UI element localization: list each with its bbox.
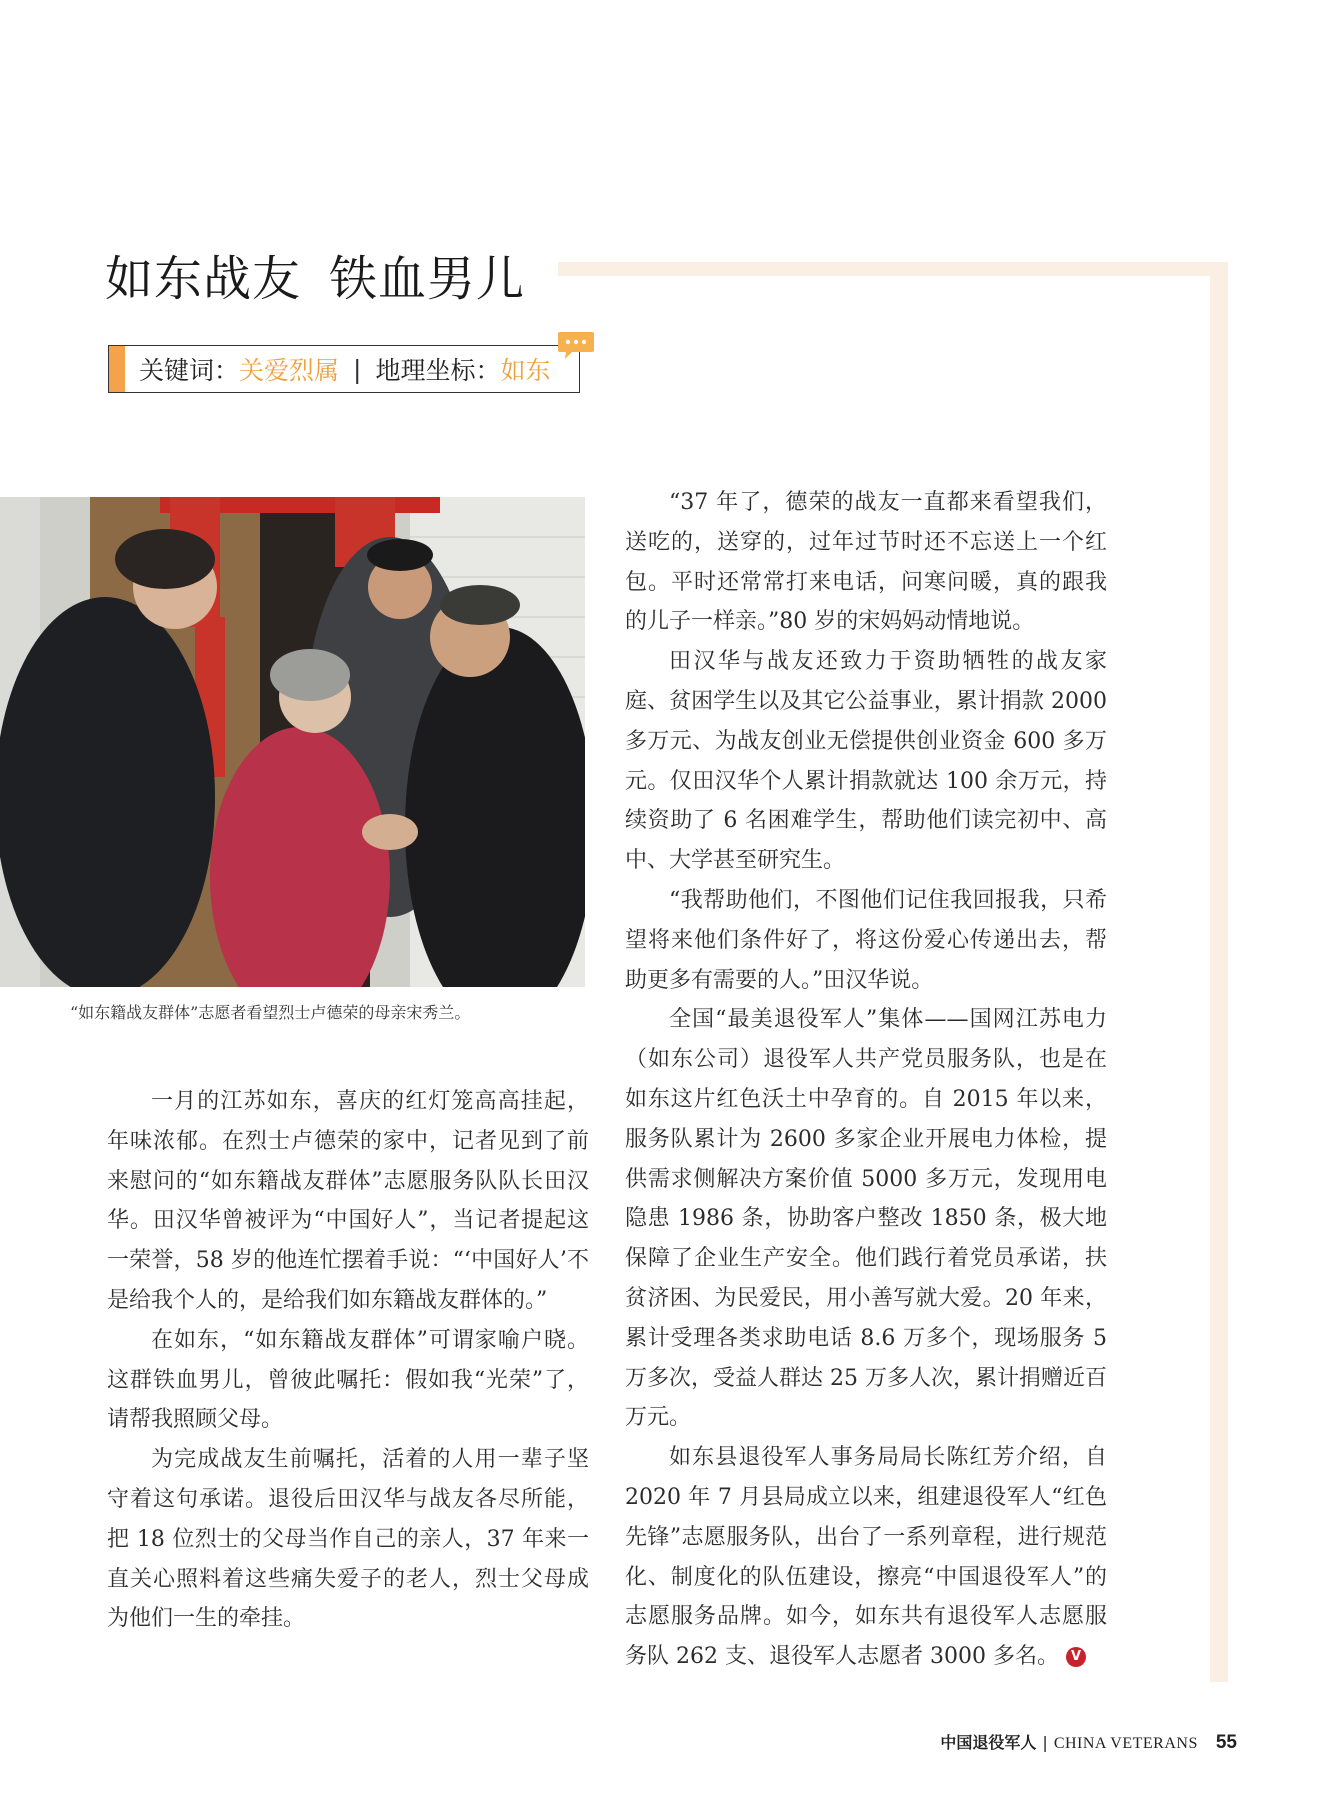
- article-title: [105, 240, 525, 309]
- keyword-label: 关键词：: [139, 356, 240, 385]
- keyword-accent-bar: [109, 346, 125, 392]
- paragraph: 一月的江苏如东，喜庆的红灯笼高高挂起，年味浓郁。在烈士卢德荣的家中，记者见到了前来慰问的“如东籍战友群体”志愿服务队队长田汉华。田汉华曾被评为“中国好人”，当记者提起这一荣誉，58 岁的他连忙摆着手说：“‘中国好人’不是给我个人的，是给我们如东籍战友群体的。”: [107, 1089, 589, 1313]
- title-part-2: 铁血男儿: [329, 251, 526, 307]
- paragraph: 为完成战友生前嘱托，活着的人用一辈子坚守着这句承诺。退役后田汉华与战友各尽所能，把 18 位烈士的父母当作自己的亲人，37 年来一直关心照料着这些痛失爱子的老人，烈士父母成为他们一生的牵挂。: [107, 1447, 589, 1632]
- article-photo: [0, 497, 585, 987]
- decorative-frame-right: [1210, 262, 1228, 1682]
- right-column: [625, 483, 1107, 1677]
- paragraph: [625, 1438, 1107, 1677]
- paragraph: “我帮助他们，不图他们记住我回报我，只希望将来他们条件好了，将这份爱心传递出去，帮助更多有需要的人。”田汉华说。: [625, 887, 1107, 993]
- location-value: 如东: [500, 356, 551, 385]
- decorative-frame-top: [558, 262, 1228, 276]
- paragraph: 全国“最美退役军人”集体——国网江苏电力（如东公司）退役军人共产党员服务队，也是在如东这片红色沃土中孕育的。自 2015 年以来，服务队累计为 2600 多家企业开展电力体检，提供需求侧解决方案价值 5000 多万元，发现用电隐患 1986 条，协助客户整改 1850 条，极大地保障了企业生产安全。他们践行着党员承诺，扶贫济困、为民爱民，用小善写就大爱。20 年来，累计受理各类求助电话 8.6 万多个，现场服务 5 万多次，受益人群达 25 万多人次，累计捐赠近百万元。: [625, 1007, 1107, 1431]
- paragraph: 在如东，“如东籍战友群体”可谓家喻户晓。这群铁血男儿，曾彼此嘱托：假如我“光荣”了，请帮我照顾父母。: [107, 1327, 589, 1433]
- photo-caption: “如东籍战友群体”志愿者看望烈士卢德荣的母亲宋秀兰。: [70, 1003, 471, 1022]
- location-label: 地理坐标：: [375, 356, 501, 385]
- magazine-english-name: CHINA VETERANS: [1053, 1735, 1198, 1752]
- page-number: 55: [1215, 1732, 1237, 1753]
- chat-bubble-icon: [556, 328, 596, 362]
- footer-separator: |: [1042, 1733, 1048, 1752]
- paragraph: 田汉华与战友还致力于资助牺牲的战友家庭、贫困学生以及其它公益事业，累计捐款 2000 多万元、为战友创业无偿提供创业资金 600 多万元。仅田汉华个人累计捐款就达 100 余万元，持续资助了 6 名困难学生，帮助他们读完初中、高中、大学甚至研究生。: [625, 649, 1107, 874]
- page-footer: [940, 1730, 1237, 1754]
- paragraph: “37 年了，德荣的战友一直都来看望我们，送吃的，送穿的，过年过节时还不忘送上一个红包。平时还常常打来电话，问寒问暖，真的跟我的儿子一样亲。”80 岁的宋妈妈动情地说。: [625, 490, 1107, 635]
- title-part-1: 如东战友: [105, 251, 302, 307]
- end-mark-icon: V: [1066, 1647, 1086, 1667]
- keyword-separator: |: [353, 354, 362, 384]
- keyword-value: 关爱烈属: [239, 356, 340, 385]
- magazine-name: 中国退役军人: [940, 1733, 1037, 1752]
- paragraph-text: 如东县退役军人事务局局长陈红芳介绍，自 2020 年 7 月县局成立以来，组建退役军人“红色先锋”志愿服务队，出台了一系列章程，进行规范化、制度化的队伍建设，擦亮“中国退役军人”的志愿服务品牌。如今，如东共有退役军人志愿服务队 262 支、退役军人志愿者 3000 多名。: [625, 1445, 1107, 1670]
- left-column: [107, 1082, 589, 1639]
- keyword-box: [108, 345, 580, 393]
